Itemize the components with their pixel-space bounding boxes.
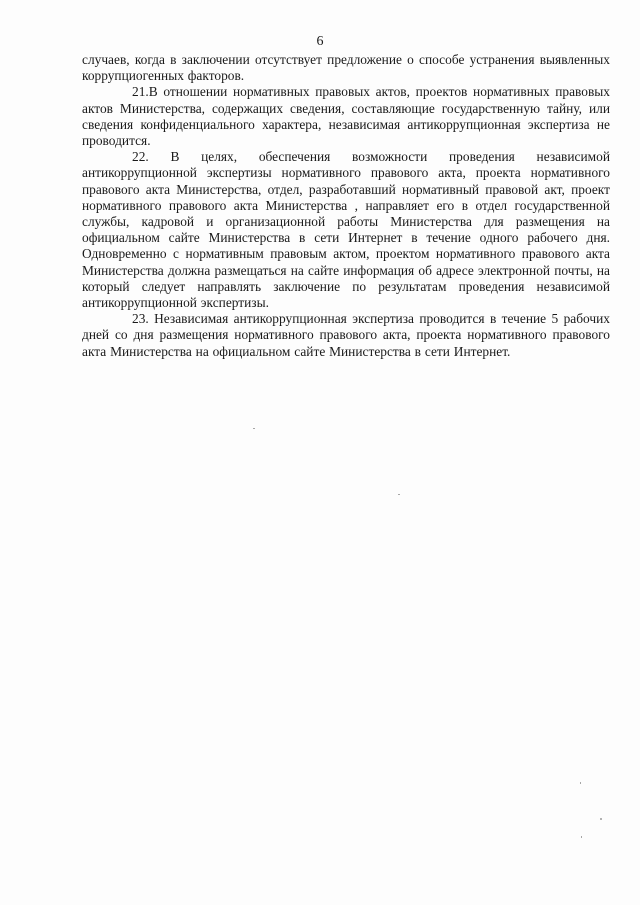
scan-speck — [600, 818, 602, 820]
scan-speck — [581, 836, 582, 838]
scan-speck — [398, 494, 400, 495]
paragraph-continuation: случаев, когда в заключении отсутствует предложение о способе устранения выявленных коррупциогенных факторов. — [82, 52, 610, 84]
page-number: 6 — [316, 34, 324, 49]
scan-speck — [253, 428, 255, 429]
paragraph-22: 22. В целях, обеспечения возможности проведения независимой антикоррупционной экспертизы нормативного правового акта, проекта нормативного правового акта Министерства, отдел, разработавший нормативный правовой акт, проект нормативного правового акта Министерства , направляет его в отдел государственной службы, кадровой и организационной работы Министерства для размещения на официальном сайте Министерства в сети Интернет в течение одного рабочего дня. Одновременно с нормативным правовым актом, проектом нормативного правового акта Министерства должна размещаться на сайте информация об адресе электронной почты, на который следует направлять заключение по результатам проведения независимой антикоррупционной экспертизы. — [82, 149, 610, 311]
scan-speck — [580, 782, 581, 784]
paragraph-23: 23. Независимая антикоррупционная экспертиза проводится в течение 5 рабочих дней со дня размещения нормативного правового акта, проекта нормативного правового акта Министерства на официальном сайте Министерства в сети Интернет. — [82, 311, 610, 359]
paragraph-21: 21.В отношении нормативных правовых актов, проектов нормативных правовых актов Министерства, содержащих сведения, составляющие государственную тайну, или сведения конфиденциального характера, независимая антикоррупционная экспертиза не проводится. — [82, 84, 610, 149]
document-body — [82, 52, 610, 360]
